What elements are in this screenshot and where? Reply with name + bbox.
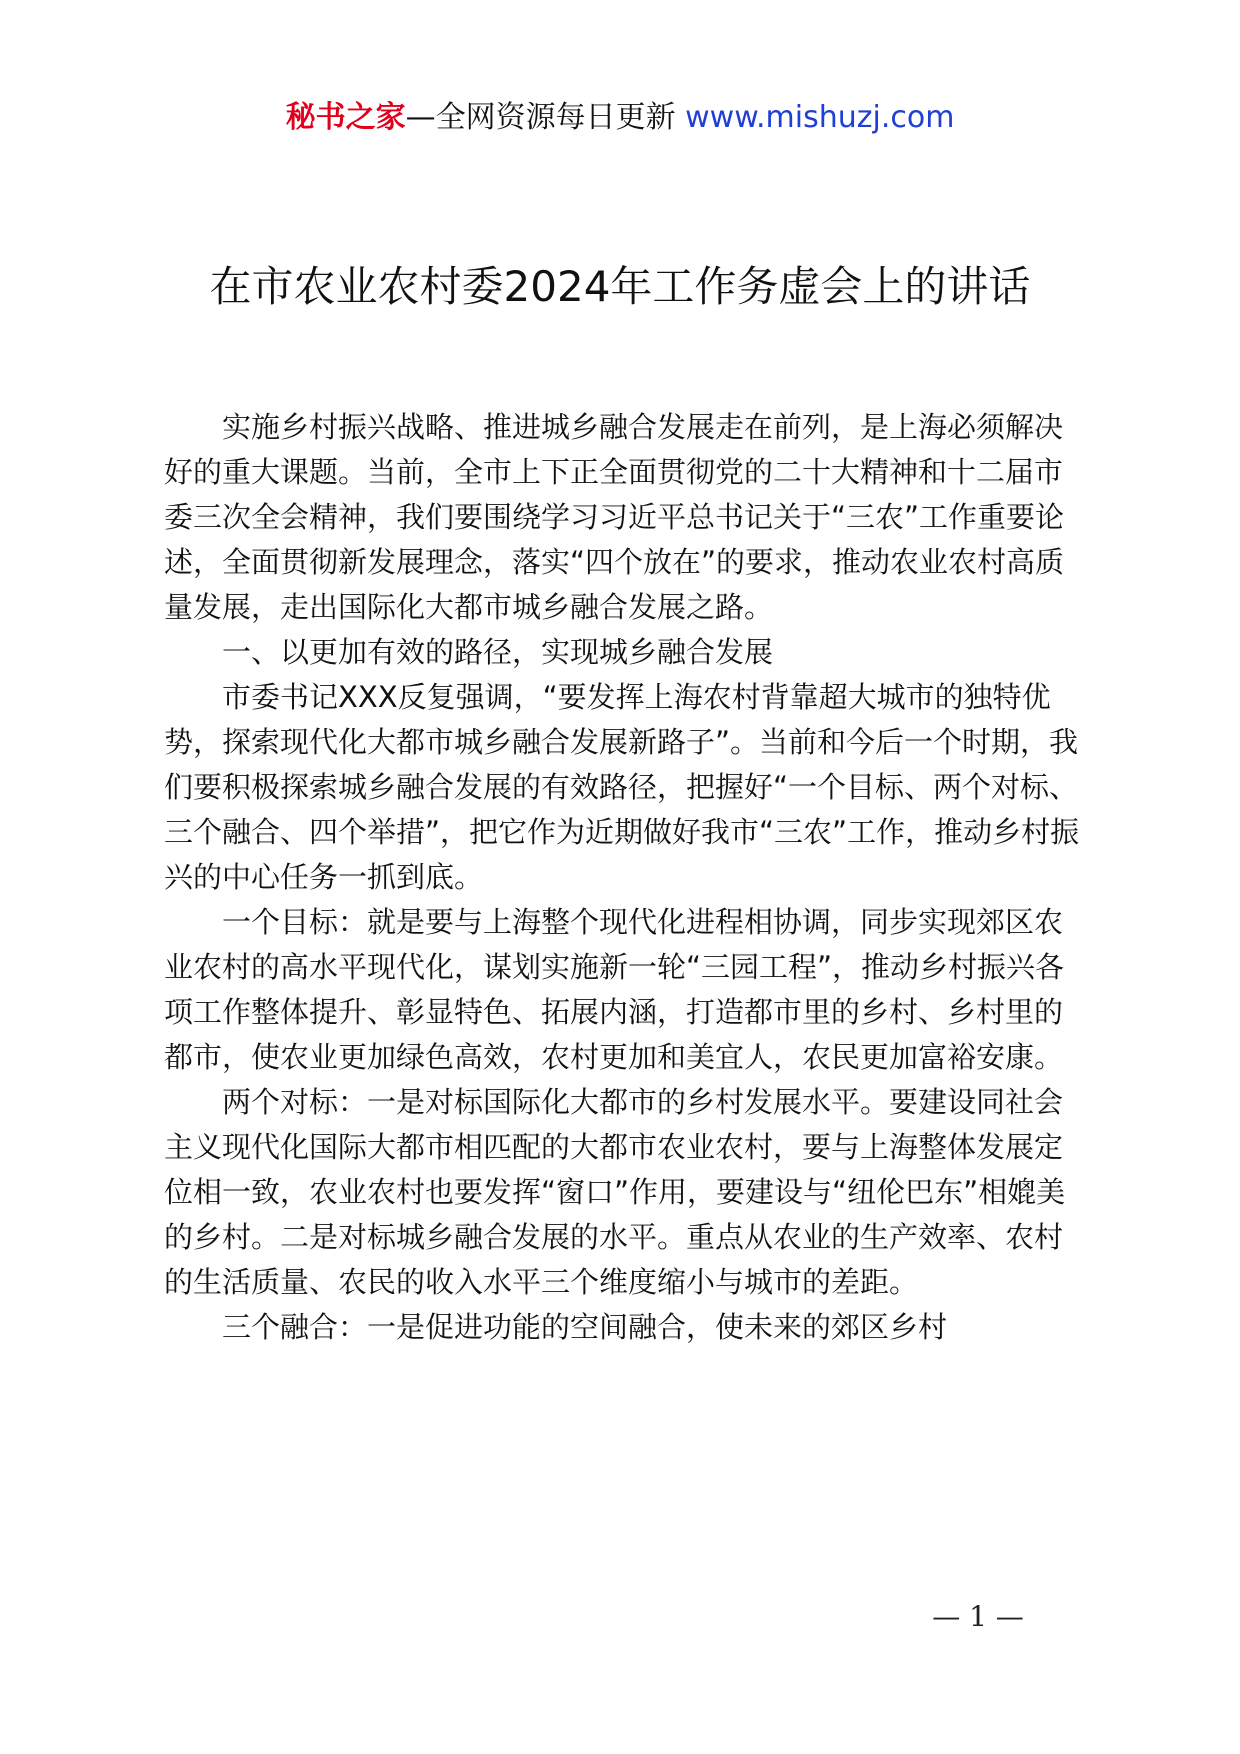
site-brand: 秘书之家 (285, 100, 406, 135)
paragraph-intro: 实施乡村振兴战略、推进城乡融合发展走在前列，是上海必须解决好的重大课题。当前，全市上下正全面贯彻党的二十大精神和十二届市委三次全会精神，我们要围绕学习习近平总书记关于“三农”工作重要论述，全面贯彻新发展理念，落实“四个放在”的要求，推动农业农村高质量发展，走出国际化大都市城乡融合发展之路。 (164, 410, 1065, 624)
paragraph: 一个目标：就是要与上海整个现代化进程相协调，同步实现郊区农业农村的高水平现代化，谋划实施新一轮“三园工程”，推动乡村振兴各项工作整体提升、彰显特色、拓展内涵，打造都市里的乡村、乡村里的都市，使农业更加绿色高效，农村更加和美宜人，农民更加富裕安康。 (164, 905, 1065, 1074)
document-body (164, 405, 1090, 1350)
paragraph: 市委书记XXX反复强调，“要发挥上海农村背靠超大城市的独特优势，探索现代化大都市城乡融合发展新路子”。当前和今后一个时期，我们要积极探索城乡融合发展的有效路径，把握好“一个目标、两个对标、三个融合、四个举措”，把它作为近期做好我市“三农”工作，推动乡村振兴的中心任务一抓到底。 (164, 680, 1080, 894)
document-title: 在市农业农村委2024年工作务虚会上的讲话 (209, 262, 1031, 311)
site-url: www.mishuzj.com (685, 100, 955, 135)
page-number: — 1 — (932, 1600, 1024, 1633)
paragraph: 两个对标：一是对标国际化大都市的乡村发展水平。要建设同社会主义现代化国际大都市相匹配的大都市农业农村，要与上海整体发展定位相一致，农业农村也要发挥“窗口”作用，要建设与“纽伦巴东”相媲美的乡村。二是对标城乡融合发展的水平。重点从农业的生产效率、农村的生活质量、农民的收入水平三个维度缩小与城市的差距。 (164, 1085, 1066, 1299)
site-header (0, 98, 1240, 138)
site-tagline: —全网资源每日更新 (405, 100, 686, 135)
paragraph: 三个融合：一是促进功能的空间融合，使未来的郊区乡村 (222, 1310, 948, 1344)
section-heading-1: 一、以更加有效的路径，实现城乡融合发展 (222, 635, 774, 669)
